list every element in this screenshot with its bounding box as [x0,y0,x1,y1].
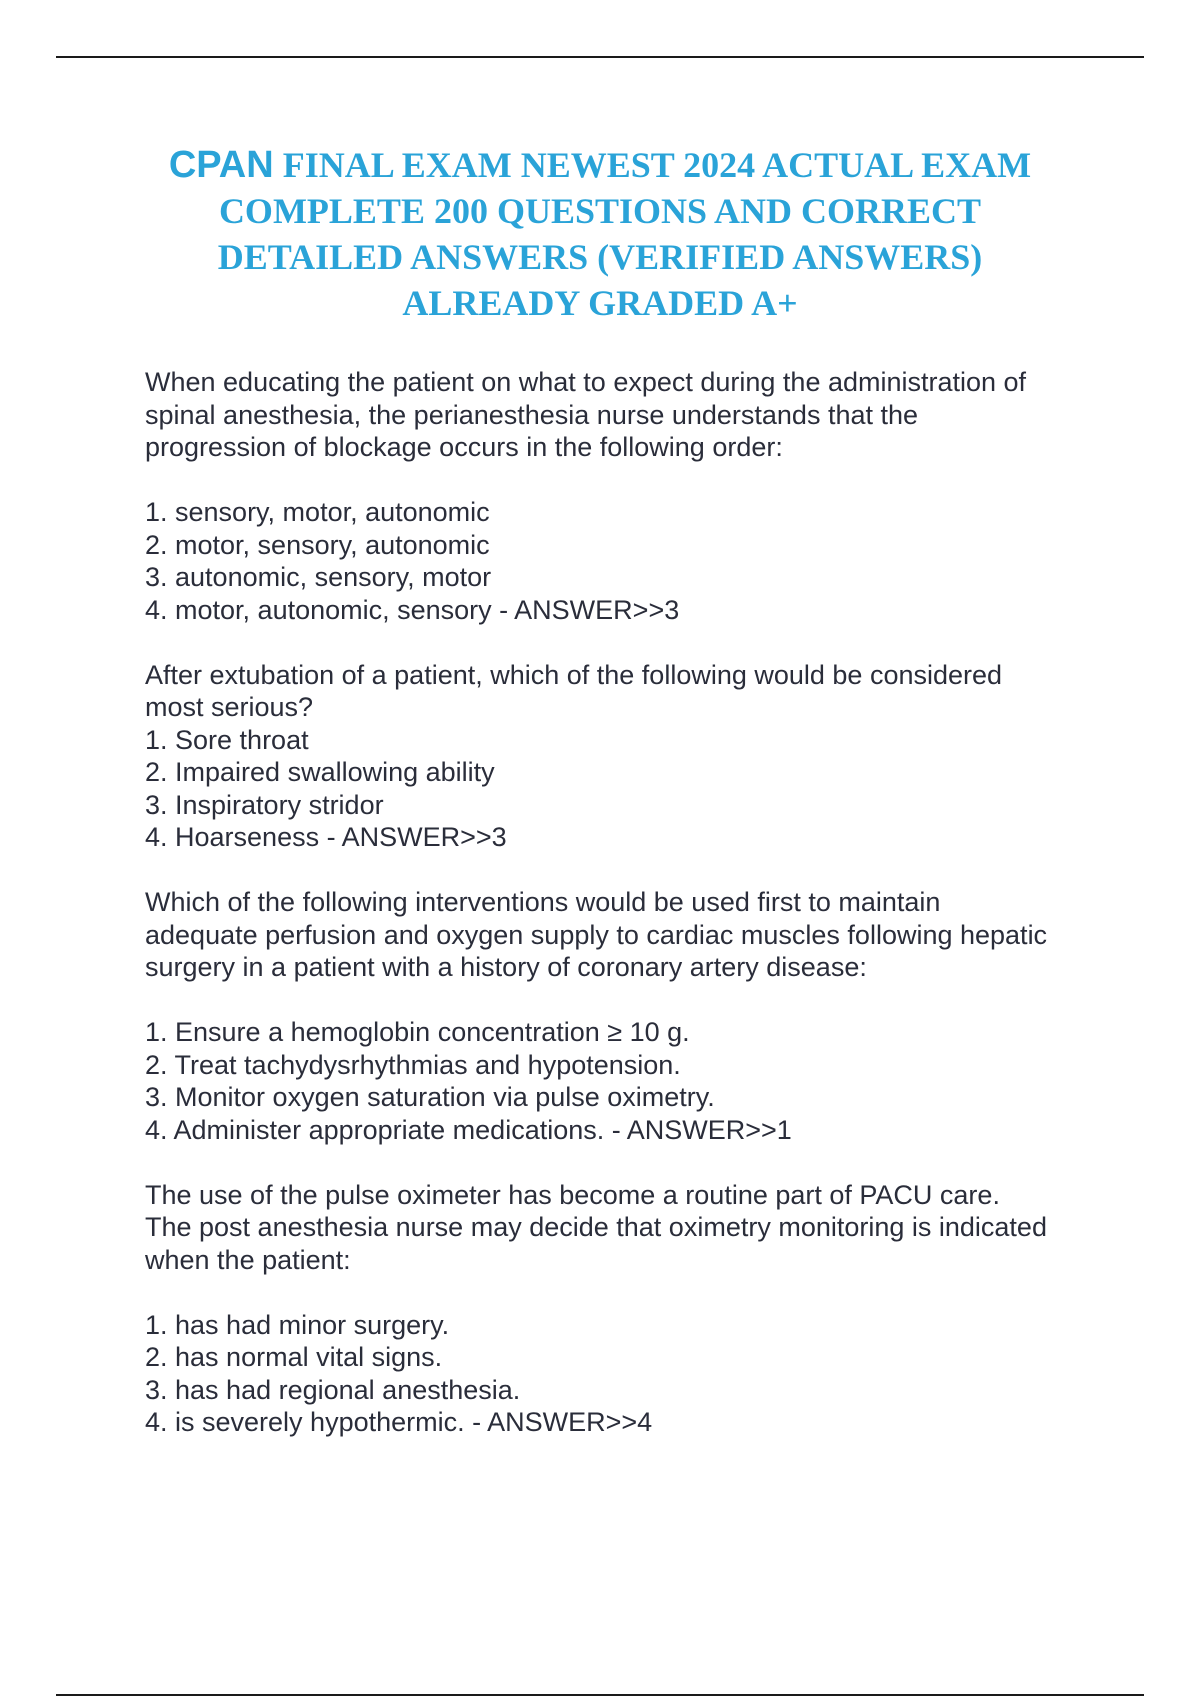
question-3-option: 3. Monitor oxygen saturation via pulse oximetry. [145,1082,715,1112]
question-2-text-line: most serious? [145,692,314,722]
question-3-text-line: surgery in a patient with a history of coronary artery disease: [145,952,867,982]
question-1-option: 1. sensory, motor, autonomic [145,497,490,527]
question-1-text-line: When educating the patient on what to expect during the administration of [145,367,1027,397]
question-3-text-line: adequate perfusion and oxygen supply to cardiac muscles following hepatic [145,919,1048,950]
question-1-option: 3. autonomic, sensory, motor [145,562,492,592]
question-4-option-answer: 4. is severely hypothermic. - ANSWER>>4 [145,1407,653,1437]
title-lead: CPAN [168,144,274,186]
question-1-text-line: progression of blockage occurs in the following order: [145,432,783,462]
title-line-2: COMPLETE 200 QUESTIONS AND CORRECT [218,191,982,231]
question-4-option: 3. has had regional anesthesia. [145,1374,521,1405]
question-2-option: 1. Sore throat [145,724,309,755]
question-4-option: 2. has normal vital signs. [145,1342,443,1372]
question-4-option: 1. has had minor surgery. [145,1309,450,1340]
title-line-1 [150,142,1050,188]
question-4-options [145,1309,1095,1439]
question-1-text-line: spinal anesthesia, the perianesthesia nurse understands that the [145,399,919,430]
question-2 [145,659,1095,854]
question-4-text-line: The post anesthesia nurse may decide that oximetry monitoring is indicated [145,1212,1047,1242]
question-3-options [145,1016,1095,1146]
document-title [150,142,1050,326]
question-3-option-answer: 4. Administer appropriate medications. - ANSWER>>1 [145,1114,792,1145]
question-1-options [145,496,1095,626]
question-2-option-answer: 4. Hoarseness - ANSWER>>3 [145,822,507,852]
title-line-4: ALREADY GRADED A+ [402,283,798,323]
question-2-options [145,724,1095,854]
questions-list [145,366,1095,1471]
question-2-option: 3. Inspiratory stridor [145,789,384,820]
question-3-option: 1. Ensure a hemoglobin concentration ≥ 10 g. [145,1017,690,1047]
question-1-option: 2. motor, sensory, autonomic [145,529,490,560]
question-2-text-line: After extubation of a patient, which of the following would be considered [145,659,1003,690]
question-1 [145,366,1095,626]
question-3 [145,886,1095,1146]
question-4-text-line: when the patient: [145,1244,351,1275]
question-3-option: 2. Treat tachydysrhythmias and hypotension. [145,1049,681,1080]
question-4-text-line: The use of the pulse oximeter has become a routine part of PACU care. [145,1179,1000,1210]
top-divider [56,56,1144,58]
title-line-1-rest: FINAL EXAM NEWEST 2024 ACTUAL EXAM [273,145,1032,185]
question-2-option: 2. Impaired swallowing ability [145,757,495,787]
question-4 [145,1179,1095,1439]
question-3-text-line: Which of the following interventions would be used first to maintain [145,887,941,917]
bottom-divider [56,1694,1144,1696]
question-1-option-answer: 4. motor, autonomic, sensory - ANSWER>>3 [145,594,680,625]
title-line-3: DETAILED ANSWERS (VERIFIED ANSWERS) [217,237,983,277]
